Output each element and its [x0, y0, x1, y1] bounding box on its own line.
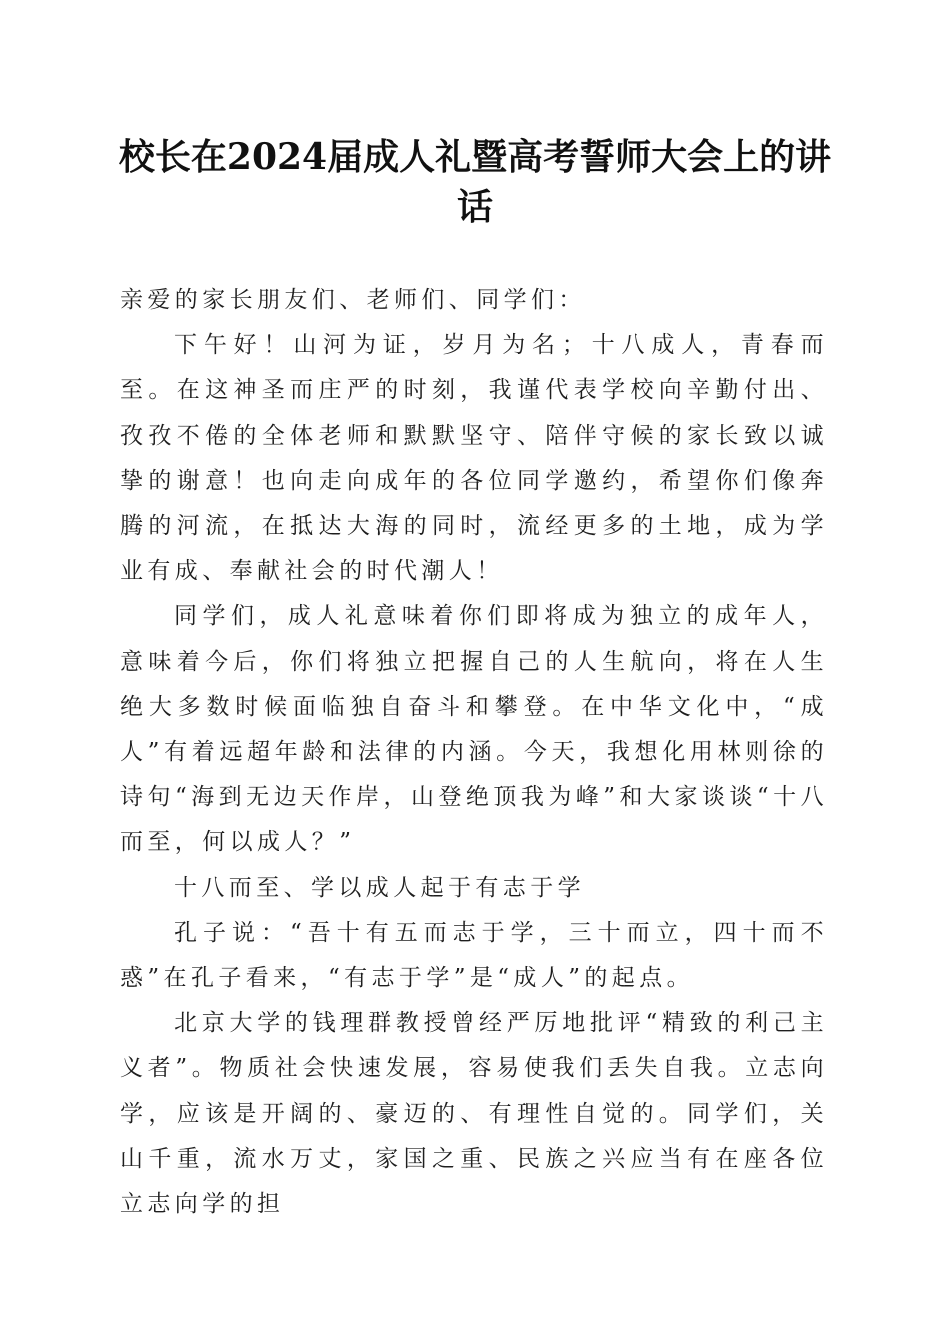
paragraph-coming-of-age: 同学们，成人礼意味着你们即将成为独立的成年人，意味着今后，你们将独立把握自己的人生航向，将在人生绝大多数时候面临独自奋斗和攀登。在中华文化中，“成人”有着远超年龄和法律的内涵。今天，我想化用林则徐的诗句“海到无边天作岸，山登绝顶我为峰”和大家谈谈“十八而至，何以成人？” [120, 603, 828, 856]
salutation: 亲爱的家长朋友们、老师们、同学们： [120, 287, 586, 313]
document-body [120, 278, 828, 1227]
paragraph-greeting: 下午好！山河为证，岁月为名；十八成人，青春而至。在这神圣而庄严的时刻，我谨代表学校向辛勤付出、孜孜不倦的全体老师和默默坚守、陪伴守候的家长致以诚挚的谢意！也向走向成年的各位同学邀约，希望你们像奔腾的河流，在抵达大海的同时，流经更多的土地，成为学业有成、奉献社会的时代潮人！ [120, 332, 828, 585]
document-title: 校长在2024届成人礼暨高考誓师大会上的讲话 [118, 136, 832, 228]
paragraph-qian-liqun: 北京大学的钱理群教授曾经严厉地批评“精致的利己主义者”。物质社会快速发展，容易使我们丢失自我。立志向学，应该是开阔的、豪迈的、有理性自觉的。同学们，关山千重，流水万丈，家国之重、民族之兴应当有在座各位立志向学的担 [120, 1010, 828, 1218]
section-heading: 十八而至、学以成人起于有志于学 [174, 874, 585, 901]
paragraph-confucius: 孔子说：“吾十有五而志于学，三十而立，四十而不惑”在孔子看来，“有志于学”是“成人”的起点。 [120, 919, 828, 992]
